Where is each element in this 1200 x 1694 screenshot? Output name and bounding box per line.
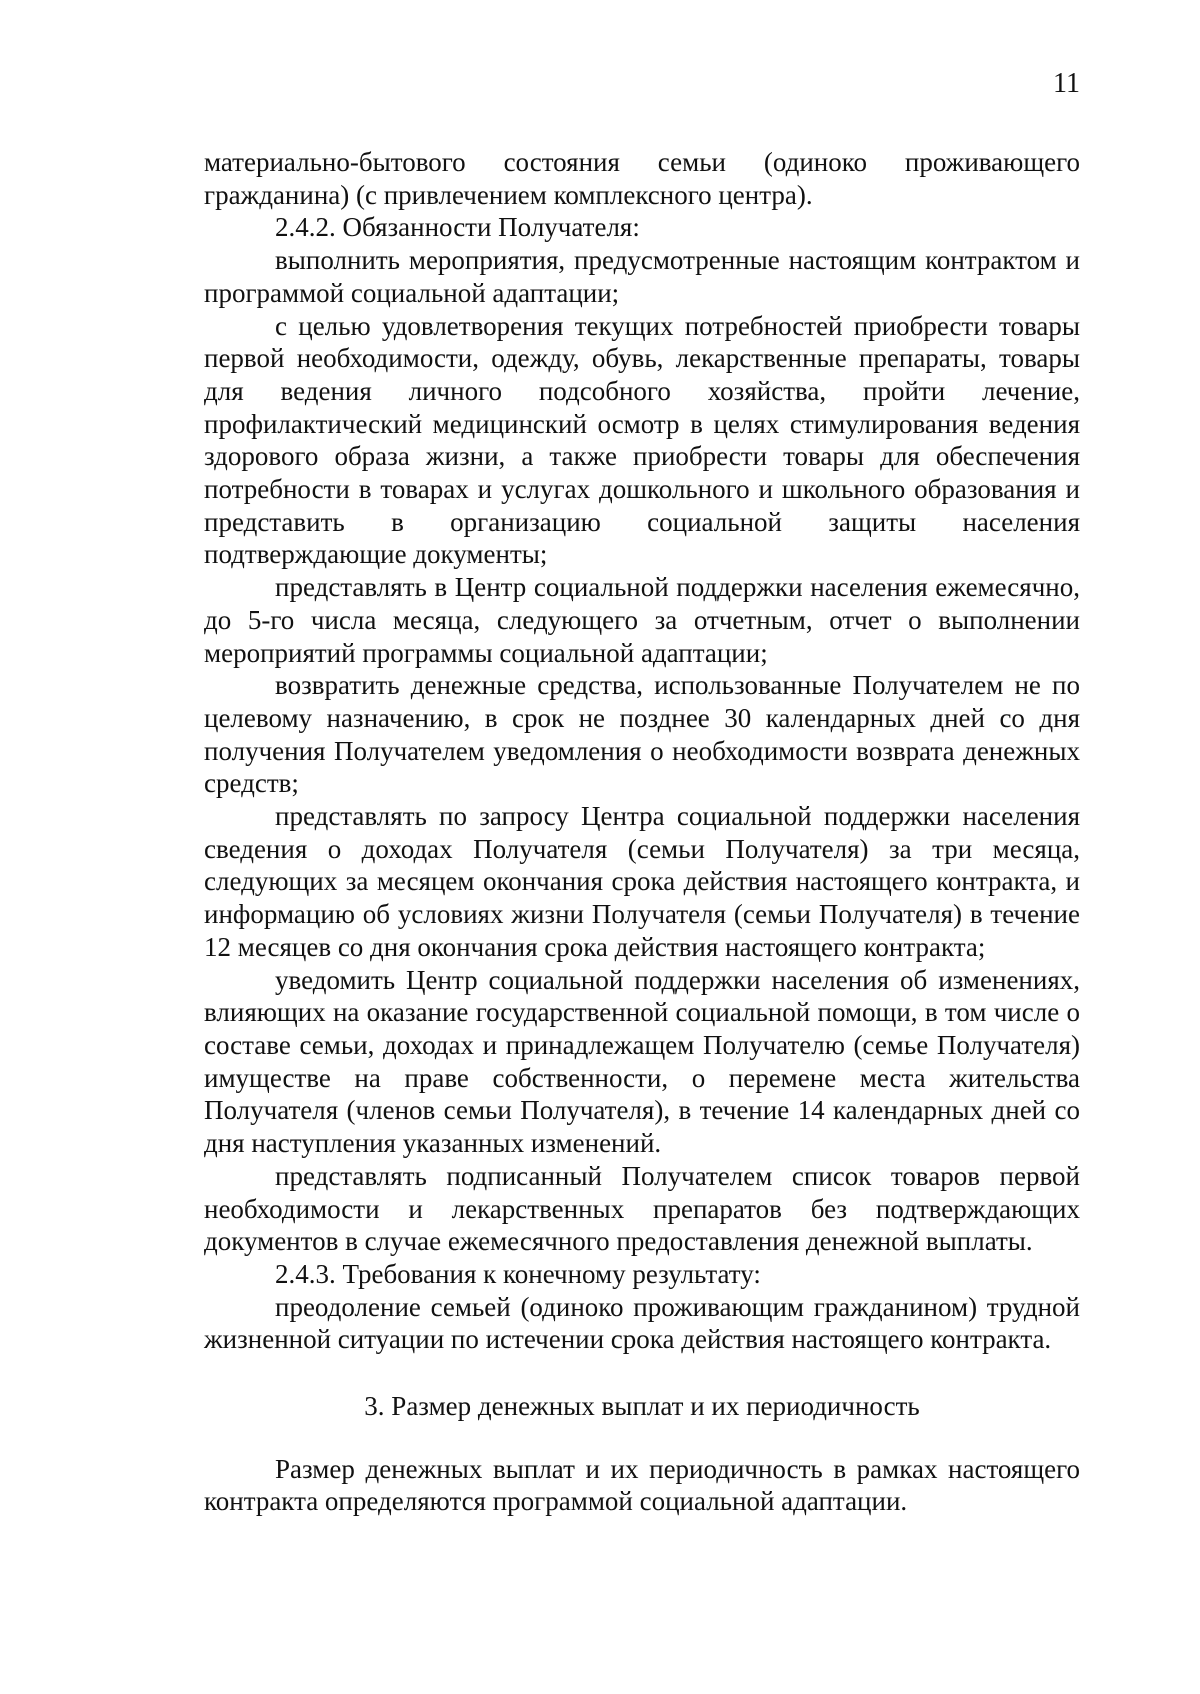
paragraph-continuation: материально-бытового состояния семьи (одиноко проживающего гражданина) (с привлечением комплексного центра). <box>204 147 1080 210</box>
section-heading: 3. Размер денежных выплат и их периодичность <box>364 1391 920 1422</box>
obligation-item: представлять в Центр социальной поддержки населения ежемесячно, до 5-го числа месяца, следующего за отчетным, отчет о выполнении мероприятий программы социальной адаптации; <box>204 572 1080 668</box>
obligation-item: возвратить денежные средства, использованные Получателем не по целевому назначению, в срок не позднее 30 календарных дней со дня получения Получателем уведомления о необходимости возврата денежных средств; <box>204 670 1080 799</box>
obligation-item: с целью удовлетворения текущих потребностей приобрести товары первой необходимости, одежду, обувь, лекарственные препараты, товары для ведения личного подсобного хозяйства, пройти лечение, профилактический медицинский осмотр в целях стимулирования ведения здорового образа жизни, а также приобрести товары для обеспечения потребности в товарах и услугах дошкольного и школьного образования и представить в организацию социальной защиты населения подтверждающие документы; <box>204 310 1080 570</box>
page-number: 11 <box>1053 68 1080 99</box>
obligation-item: уведомить Центр социальной поддержки населения об изменениях, влияющих на оказание государственной социальной помощи, в том числе о составе семьи, доходах и принадлежащем Получателю (семье Получателя) имуществе на праве собственности, о перемене места жительства Получателя (членов семьи Получателя), в течение 14 календарных дней со дня наступления указанных изменений. <box>204 964 1080 1159</box>
obligation-item: представлять подписанный Получателем список товаров первой необходимости и лекарственных препаратов без подтверждающих документов в случае ежемесячного предоставления денежной выплаты. <box>204 1160 1080 1257</box>
clause-2-4-2-heading: 2.4.2. Обязанности Получателя: <box>275 212 640 243</box>
section-3-paragraph: Размер денежных выплат и их периодичность в рамках настоящего контракта определяются программой социальной адаптации. <box>204 1453 1080 1517</box>
obligation-item: выполнить мероприятия, предусмотренные настоящим контрактом и программой социальной адаптации; <box>204 245 1080 308</box>
result-requirement: преодоление семьей (одиноко проживающим гражданином) трудной жизненной ситуации по истечении срока действия настоящего контракта. <box>204 1291 1080 1355</box>
document-body <box>204 146 1080 1518</box>
obligation-item: представлять по запросу Центра социальной поддержки населения сведения о доходах Получателя (семьи Получателя) за три месяца, следующих за месяцем окончания срока действия настоящего контракта, и информацию об условиях жизни Получателя (семьи Получателя) в течение 12 месяцев со дня окончания срока действия настоящего контракта; <box>204 801 1080 962</box>
clause-2-4-3-heading: 2.4.3. Требования к конечному результату: <box>275 1258 761 1289</box>
